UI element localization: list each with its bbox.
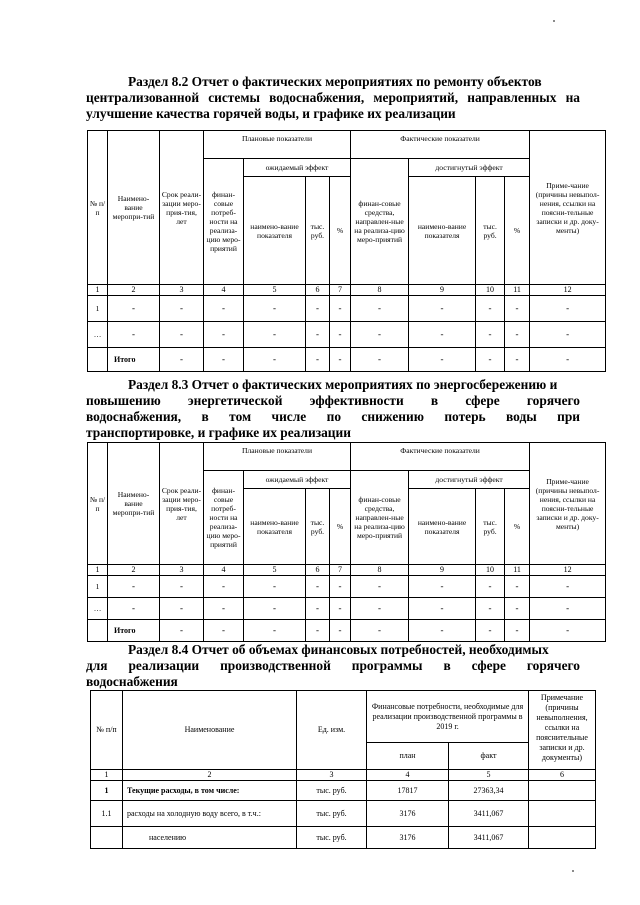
col-number: 5: [244, 285, 306, 296]
table-row: [91, 801, 596, 827]
cell: -: [530, 598, 606, 620]
cell: -: [409, 348, 476, 372]
header-name: Наимено-вание меропри-тий: [108, 131, 160, 285]
fin-row-note: [529, 781, 596, 801]
header-thous: тыс. руб.: [476, 177, 505, 285]
total-label: Итого: [108, 348, 160, 372]
header-pct: %: [505, 489, 530, 565]
header-actual: Фактические показатели: [351, 443, 530, 471]
cell: -: [530, 348, 606, 372]
col-number: 4: [367, 770, 449, 781]
total-label: Итого: [108, 620, 160, 642]
cell: -: [244, 620, 306, 642]
row-number: …: [88, 598, 108, 620]
header-pct: %: [330, 489, 351, 565]
col-number: 1: [91, 770, 123, 781]
fin-row-note: [529, 801, 596, 827]
col-number: 5: [244, 565, 306, 576]
fin-header-name: Наименование: [123, 691, 297, 770]
cell: -: [244, 598, 306, 620]
header-indicator: наимено-вание показателя: [409, 177, 476, 285]
header-pct: %: [330, 177, 351, 285]
cell: -: [476, 322, 505, 348]
section-8-4-table: [90, 690, 596, 849]
table-row: [88, 576, 606, 598]
col-number: 4: [204, 565, 244, 576]
cell: -: [530, 620, 606, 642]
fin-row-fact: 3411,067: [449, 827, 529, 849]
cell: -: [160, 296, 204, 322]
header-achieved: достигнутый эффект: [409, 159, 530, 177]
scan-speck: [553, 20, 555, 22]
header-actual: Фактические показатели: [351, 131, 530, 159]
cell: -: [476, 576, 505, 598]
cell: -: [330, 322, 351, 348]
table-row: [88, 322, 606, 348]
cell: -: [476, 296, 505, 322]
header-note: Приме-чание (причины невыпол-нения, ссылки на поясни-тельные записки и др. доку-менты): [530, 443, 606, 565]
cell: -: [330, 296, 351, 322]
header-thous: тыс. руб.: [306, 489, 330, 565]
row-number: 1: [88, 296, 108, 322]
col-number: 8: [351, 565, 409, 576]
cell: -: [108, 322, 160, 348]
header-plan-fin: финан-совые потреб-ности на реализа-цию меро-приятий: [204, 471, 244, 565]
cell: -: [306, 598, 330, 620]
fin-row-fact: 3411,067: [449, 801, 529, 827]
header-planned: Плановые показатели: [204, 443, 351, 471]
col-number: 7: [330, 565, 351, 576]
fin-column-number-row: [91, 770, 596, 781]
header-thous: тыс. руб.: [306, 177, 330, 285]
header-plan-fin: финан-совые потреб-ности на реализа-цию меро-приятий: [204, 159, 244, 285]
col-number: 9: [409, 565, 476, 576]
cell: -: [330, 598, 351, 620]
cell: -: [306, 322, 330, 348]
header-expected: ожидаемый эффект: [244, 471, 351, 489]
col-number: 4: [204, 285, 244, 296]
total-num-cell: [88, 620, 108, 642]
cell: -: [306, 620, 330, 642]
header-term: Срок реали-зации меро-прия-тия, лет: [160, 443, 204, 565]
cell: -: [204, 296, 244, 322]
table-row: [88, 296, 606, 322]
header-indicator: наимено-вание показателя: [244, 177, 306, 285]
cell: -: [204, 348, 244, 372]
col-number: 10: [476, 565, 505, 576]
cell: -: [409, 620, 476, 642]
fin-row-plan: 3176: [367, 827, 449, 849]
col-number: 5: [449, 770, 529, 781]
cell: -: [351, 296, 409, 322]
col-number: 3: [160, 285, 204, 296]
cell: -: [409, 322, 476, 348]
section-8-2-title-line-3: улучшение качества горячей воды, и графике их реализации: [86, 106, 456, 121]
fin-row-fact: 27363,34: [449, 781, 529, 801]
fin-row-plan: 3176: [367, 801, 449, 827]
section-8-2-title-line-2: централизованной системы водоснабжения, мероприятий, направленных на: [86, 90, 580, 105]
cell: -: [530, 576, 606, 598]
header-thous: тыс. руб.: [476, 489, 505, 565]
row-number: …: [88, 322, 108, 348]
fin-row-unit: тыс. руб.: [297, 801, 367, 827]
cell: -: [330, 576, 351, 598]
col-number: 12: [530, 565, 606, 576]
col-number: 2: [123, 770, 297, 781]
scan-speck: [572, 870, 574, 872]
fin-row-num: 1: [91, 781, 123, 801]
cell: -: [351, 620, 409, 642]
cell: -: [244, 576, 306, 598]
header-fact-fin: финан-совые средства, направлен-ные на реализа-цию меро-приятий: [351, 471, 409, 565]
cell: -: [476, 348, 505, 372]
fin-header-note: Примечание (причины невыполнения, ссылки на пояснительные записки и др. документы): [529, 691, 596, 770]
section-8-3-title-line-4: транспортировке, и графике их реализации: [86, 425, 351, 440]
section-8-4-title-line-2: для реализации производственной программы в сфере горячего: [86, 658, 580, 673]
header-term: Срок реали-зации меро-прия-тия, лет: [160, 131, 204, 285]
fin-row-plan: 17817: [367, 781, 449, 801]
col-number: 11: [505, 565, 530, 576]
col-number: 6: [306, 285, 330, 296]
col-number: 2: [108, 285, 160, 296]
col-number: 9: [409, 285, 476, 296]
cell: -: [409, 296, 476, 322]
cell: -: [204, 598, 244, 620]
section-8-3-title: [86, 377, 580, 441]
cell: -: [505, 576, 530, 598]
table-row: [88, 598, 606, 620]
cell: -: [108, 598, 160, 620]
cell: -: [505, 322, 530, 348]
cell: -: [244, 348, 306, 372]
cell: -: [244, 322, 306, 348]
col-number: 3: [297, 770, 367, 781]
section-8-3-title-line-3: водоснабжения, в том числе по снижению потерь воды при: [86, 409, 580, 424]
fin-row-name: Текущие расходы, в том числе:: [123, 781, 297, 801]
cell: -: [330, 620, 351, 642]
section-8-4-title-line-3: водоснабжения: [86, 674, 178, 689]
fin-row-unit: тыс. руб.: [297, 827, 367, 849]
cell: -: [409, 576, 476, 598]
section-8-3-table: [87, 442, 606, 642]
cell: -: [244, 296, 306, 322]
row-number: 1: [88, 576, 108, 598]
col-number: 7: [330, 285, 351, 296]
section-8-2-title-line-1: Раздел 8.2 Отчет о фактических мероприятиях по ремонту объектов: [128, 74, 542, 89]
col-number: 1: [88, 565, 108, 576]
cell: -: [160, 620, 204, 642]
cell: -: [476, 598, 505, 620]
section-8-3-title-line-2: повышению энергетической эффективности в сфере горячего: [86, 393, 580, 408]
col-number: 10: [476, 285, 505, 296]
fin-row-num: [91, 827, 123, 849]
cell: -: [330, 348, 351, 372]
cell: -: [505, 348, 530, 372]
col-number: 1: [88, 285, 108, 296]
section-8-4-title-line-1: Раздел 8.4 Отчет об объемах финансовых потребностей, необходимых: [128, 642, 549, 657]
column-number-row: [88, 285, 606, 296]
header-num: № п/п: [88, 443, 108, 565]
fin-header-plan: план: [367, 743, 449, 770]
table-row: [91, 827, 596, 849]
cell: -: [204, 576, 244, 598]
cell: -: [306, 576, 330, 598]
cell: -: [160, 576, 204, 598]
cell: -: [505, 598, 530, 620]
total-row: [88, 348, 606, 372]
cell: -: [505, 620, 530, 642]
fin-header-needs: Финансовые потребности, необходимые для реализации производственной программы в 2019 г.: [367, 691, 529, 743]
fin-row-name: населению: [123, 827, 297, 849]
cell: -: [351, 598, 409, 620]
cell: -: [351, 322, 409, 348]
header-pct: %: [505, 177, 530, 285]
header-num: № п/п: [88, 131, 108, 285]
column-number-row: [88, 565, 606, 576]
cell: -: [108, 296, 160, 322]
total-row: [88, 620, 606, 642]
col-number: 6: [529, 770, 596, 781]
cell: -: [108, 576, 160, 598]
header-indicator: наимено-вание показателя: [244, 489, 306, 565]
cell: -: [306, 348, 330, 372]
fin-header-unit: Ед. изм.: [297, 691, 367, 770]
cell: -: [160, 598, 204, 620]
cell: -: [351, 576, 409, 598]
col-number: 3: [160, 565, 204, 576]
col-number: 8: [351, 285, 409, 296]
cell: -: [160, 348, 204, 372]
total-num-cell: [88, 348, 108, 372]
section-8-2-title: [86, 74, 580, 122]
fin-row-num: 1.1: [91, 801, 123, 827]
cell: -: [160, 322, 204, 348]
section-8-3-title-line-1: Раздел 8.3 Отчет о фактических мероприятиях по энергосбережению и: [128, 377, 558, 392]
fin-header-fact: факт: [449, 743, 529, 770]
header-expected: ожидаемый эффект: [244, 159, 351, 177]
section-8-4-title: [86, 642, 580, 690]
cell: -: [476, 620, 505, 642]
cell: -: [306, 296, 330, 322]
table-row: [91, 781, 596, 801]
cell: -: [530, 296, 606, 322]
header-name: Наимено-вание меропри-тий: [108, 443, 160, 565]
col-number: 6: [306, 565, 330, 576]
header-planned: Плановые показатели: [204, 131, 351, 159]
fin-row-unit: тыс. руб.: [297, 781, 367, 801]
cell: -: [409, 598, 476, 620]
header-fact-fin: финан-совые средства, направлен-ные на реализа-цию меро-приятий: [351, 159, 409, 285]
fin-row-name: расходы на холодную воду всего, в т.ч.:: [123, 801, 297, 827]
col-number: 2: [108, 565, 160, 576]
header-note: Приме-чание (причины невыпол-нения, ссылки на поясни-тельные записки и др. доку-менты): [530, 131, 606, 285]
cell: -: [530, 322, 606, 348]
cell: -: [204, 620, 244, 642]
section-8-2-table: [87, 130, 606, 372]
cell: -: [505, 296, 530, 322]
col-number: 12: [530, 285, 606, 296]
cell: -: [204, 322, 244, 348]
header-indicator: наимено-вание показателя: [409, 489, 476, 565]
fin-row-note: [529, 827, 596, 849]
col-number: 11: [505, 285, 530, 296]
header-achieved: достигнутый эффект: [409, 471, 530, 489]
cell: -: [351, 348, 409, 372]
fin-header-num: № п/п: [91, 691, 123, 770]
